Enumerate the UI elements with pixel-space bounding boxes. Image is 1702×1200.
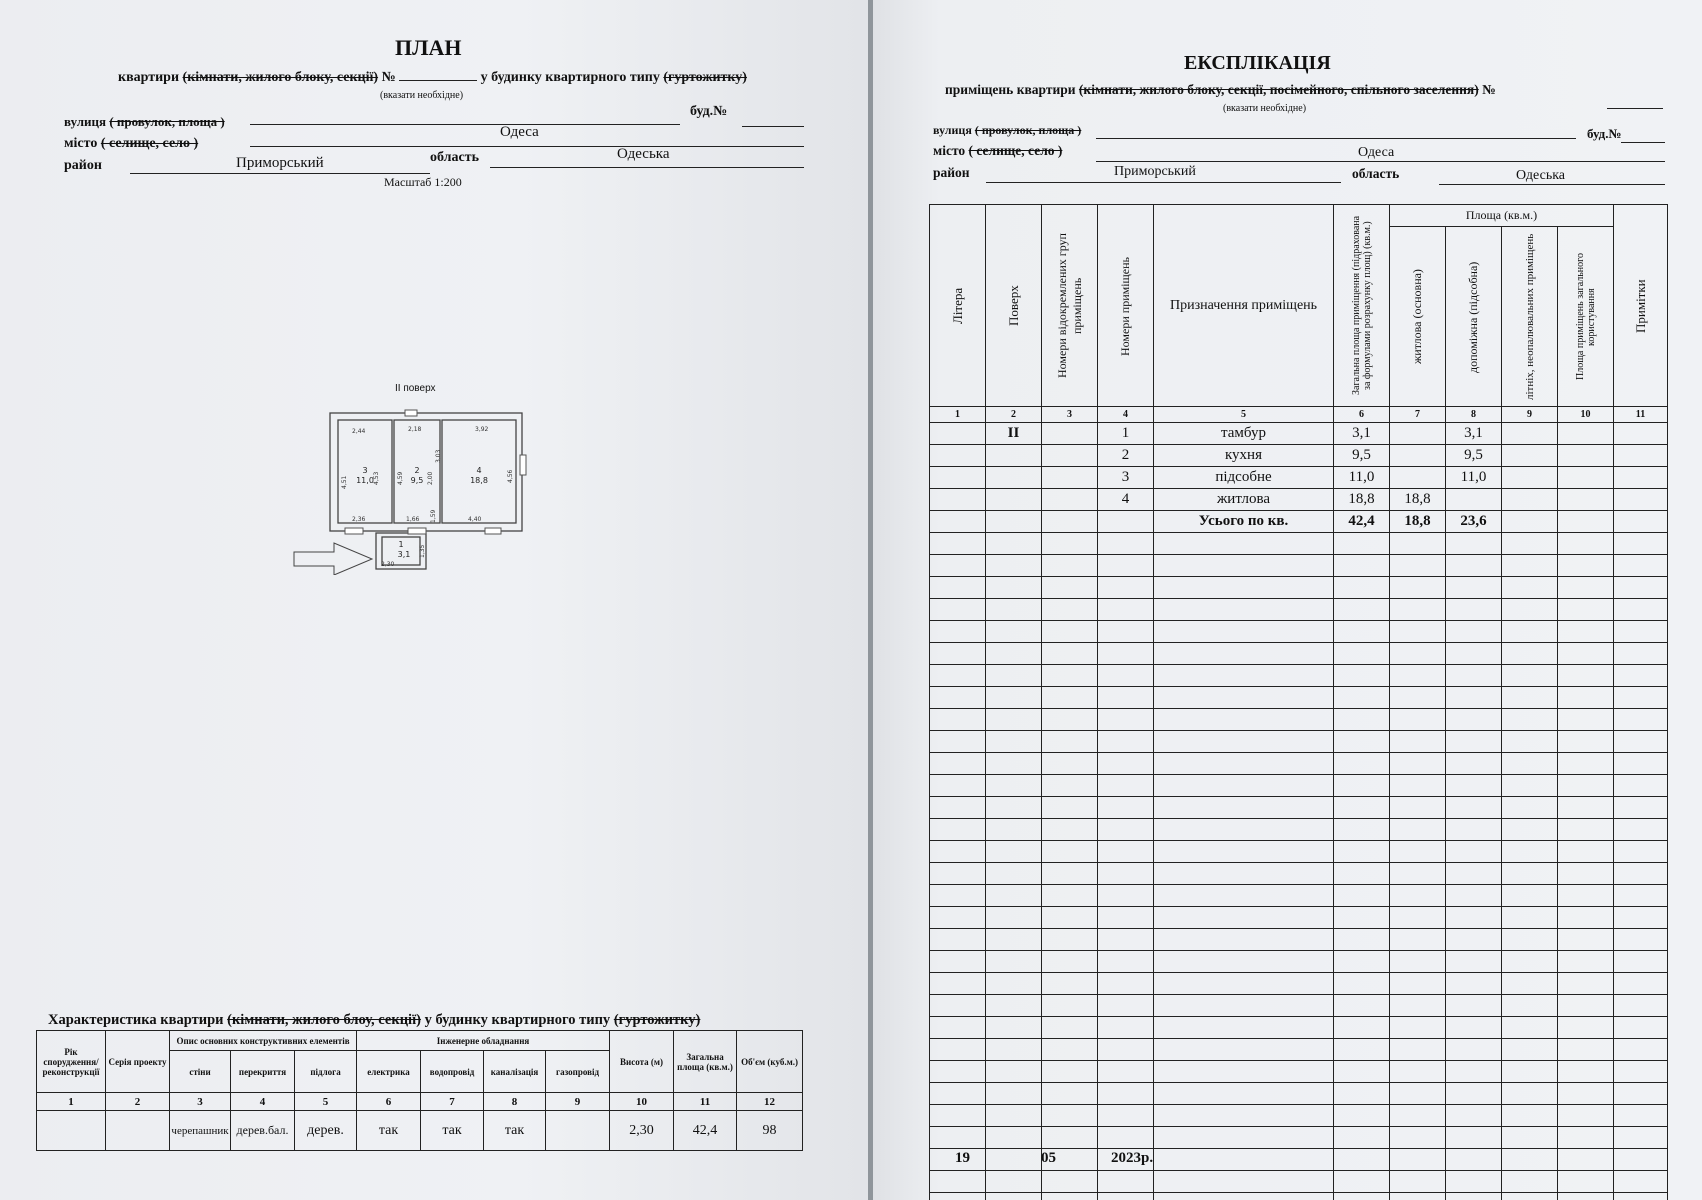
plan-region-label: область bbox=[430, 150, 479, 165]
table-row: ІІ 1 тамбур 3,1 3,1 bbox=[930, 423, 1668, 445]
explication-table bbox=[929, 204, 1668, 1200]
explication-district-label: район bbox=[933, 165, 970, 180]
header-area-group: Площа (кв.м.) bbox=[1390, 205, 1614, 227]
plan-city-label: місто ( селище, село ) bbox=[64, 136, 199, 151]
dim-label: 4,59 bbox=[397, 471, 404, 485]
table-row: 4 житлова 18,8 18,8 bbox=[930, 489, 1668, 511]
empty-table-row bbox=[930, 1105, 1668, 1127]
date-month: 05 bbox=[1041, 1150, 1056, 1166]
empty-table-row bbox=[930, 1127, 1668, 1149]
explication-house-line bbox=[1621, 142, 1665, 143]
empty-table-row bbox=[930, 885, 1668, 907]
explication-number-line bbox=[1607, 108, 1663, 109]
characteristics-number-row: 1 2 3 4 5 6 7 8 9 10 11 12 bbox=[37, 1093, 803, 1111]
header-walls: стіни bbox=[170, 1051, 231, 1093]
header-gas: газопровід bbox=[546, 1051, 610, 1093]
plan-hint: (вказати необхідне) bbox=[380, 90, 464, 101]
room-number: 3 bbox=[362, 466, 368, 475]
dim-label: 2,36 bbox=[352, 516, 366, 523]
header-litera: Літера bbox=[930, 205, 986, 407]
header-notes: Примітки bbox=[1614, 205, 1668, 407]
empty-table-row bbox=[930, 1083, 1668, 1105]
dim-label: 1,35 bbox=[419, 544, 426, 558]
dim-label: 2,00 bbox=[427, 471, 434, 485]
explication-district-line bbox=[986, 182, 1341, 183]
empty-table-row bbox=[930, 599, 1668, 621]
explication-sheet bbox=[873, 0, 1702, 1200]
empty-table-row bbox=[930, 577, 1668, 599]
dim-label: 1,66 bbox=[406, 516, 420, 523]
header-electric: електрика bbox=[357, 1051, 421, 1093]
empty-table-row bbox=[930, 973, 1668, 995]
room-number: 2 bbox=[414, 466, 420, 475]
explication-street-line bbox=[1096, 138, 1576, 139]
empty-table-row bbox=[930, 1061, 1668, 1083]
explication-house-label: буд.№ bbox=[1587, 126, 1622, 141]
dim-label: 1,59 bbox=[430, 509, 437, 523]
header-volume: Об'єм (куб.м.) bbox=[737, 1031, 803, 1093]
plan-street-label: вулиця ( провулок, площа ) bbox=[64, 114, 225, 129]
explication-region-line bbox=[1439, 184, 1665, 185]
header-summer: літніх, неопалювальних приміщень bbox=[1502, 227, 1558, 407]
empty-table-row bbox=[930, 841, 1668, 863]
header-living: житлова (основна) bbox=[1390, 227, 1446, 407]
header-floors-over: перекриття bbox=[231, 1051, 295, 1093]
empty-table-row bbox=[930, 731, 1668, 753]
plan-region-value: Одеська bbox=[617, 146, 670, 162]
table-row: 2 кухня 9,5 9,5 bbox=[930, 445, 1668, 467]
empty-table-row bbox=[930, 907, 1668, 929]
table-row: 3 підсобне 11,0 11,0 bbox=[930, 467, 1668, 489]
dim-label: 2,30 bbox=[381, 561, 395, 568]
dim-label: 2,18 bbox=[408, 426, 422, 433]
empty-table-row bbox=[930, 643, 1668, 665]
empty-table-row bbox=[930, 775, 1668, 797]
header-floor: підлога bbox=[295, 1051, 357, 1093]
plan-district-label: район bbox=[64, 158, 102, 173]
explication-region-value: Одеська bbox=[1516, 168, 1566, 183]
dim-label: 4,40 bbox=[468, 516, 482, 523]
empty-table-row bbox=[930, 1017, 1668, 1039]
header-purpose: Призначення приміщень bbox=[1154, 205, 1334, 407]
characteristics-value-row: черепашник дерев.бал. дерев. так так так 2,30 42,4 98 bbox=[37, 1111, 803, 1151]
dim-label: 4,53 bbox=[373, 471, 380, 485]
date-line bbox=[935, 1170, 1165, 1171]
room-area: 9,5 bbox=[410, 476, 424, 485]
floor-value: ІІ bbox=[986, 423, 1042, 445]
characteristics-table bbox=[36, 1030, 803, 1151]
empty-table-row bbox=[930, 819, 1668, 841]
explication-street-label: вулиця ( провулок, площа ) bbox=[933, 123, 1082, 137]
plan-house-line bbox=[742, 126, 804, 127]
dim-label: 4,56 bbox=[507, 469, 514, 483]
plan-scale: Масштаб 1:200 bbox=[384, 175, 462, 189]
dim-label: 3,03 bbox=[435, 449, 442, 463]
explication-district-value: Приморський bbox=[1114, 164, 1196, 179]
empty-table-row bbox=[930, 709, 1668, 731]
plan-district-value: Приморський bbox=[236, 155, 324, 171]
header-engineering: Інженерне обладнання bbox=[357, 1031, 610, 1051]
room-area: 18,8 bbox=[470, 476, 488, 485]
floor-plan-drawing bbox=[290, 405, 540, 575]
empty-table-row bbox=[930, 1039, 1668, 1061]
date-year: 2023р. bbox=[1111, 1150, 1154, 1166]
empty-table-row bbox=[930, 929, 1668, 951]
room-area: 11,0 bbox=[356, 476, 374, 485]
header-sewer: каналізація bbox=[484, 1051, 546, 1093]
dim-label: 4,51 bbox=[341, 475, 348, 489]
dim-label: 2,44 bbox=[352, 428, 366, 435]
explication-region-label: область bbox=[1352, 166, 1400, 181]
empty-table-row bbox=[930, 533, 1668, 555]
explication-title: ЕКСПЛІКАЦІЯ bbox=[1184, 52, 1331, 74]
floor-label: ІІ поверх bbox=[395, 383, 436, 394]
empty-table-row bbox=[930, 995, 1668, 1017]
empty-table-row bbox=[930, 621, 1668, 643]
header-year: Рік спорудження/ реконструкції bbox=[37, 1031, 106, 1093]
empty-table-row bbox=[930, 753, 1668, 775]
plan-house-label: буд.№ bbox=[690, 104, 728, 119]
header-groups: Номери відокремлених груп приміщень bbox=[1042, 205, 1098, 407]
header-series: Серія проекту bbox=[106, 1031, 170, 1093]
plan-region-line bbox=[490, 167, 804, 168]
empty-table-row bbox=[930, 797, 1668, 819]
header-total: Загальна площа приміщення (підрахована за формулами розрахунку площ) (кв.м.) bbox=[1334, 205, 1390, 407]
header-common: Площа приміщень загального користування bbox=[1558, 227, 1614, 407]
room-number: 1 bbox=[398, 540, 404, 549]
explication-number-row: 1 2 3 4 5 6 7 8 9 10 11 bbox=[930, 407, 1668, 423]
explication-hint: (вказати необхідне) bbox=[1223, 103, 1307, 114]
explication-city-label: місто ( селище, село ) bbox=[933, 143, 1063, 158]
explication-city-line bbox=[1096, 161, 1665, 162]
plan-header-line: квартири (кімнати, жилого блоку, секції) № у будинку квартирного типу (гуртожитку) bbox=[118, 70, 747, 85]
empty-table-row bbox=[930, 951, 1668, 973]
header-height: Висота (м) bbox=[610, 1031, 674, 1093]
empty-table-row bbox=[930, 1193, 1668, 1200]
empty-table-row bbox=[930, 555, 1668, 577]
plan-street-line bbox=[250, 124, 680, 125]
dim-label: 3,92 bbox=[475, 426, 489, 433]
empty-table-row bbox=[930, 863, 1668, 885]
room-area: 3,1 bbox=[397, 550, 411, 559]
plan-city-line bbox=[250, 146, 804, 147]
plan-district-line bbox=[130, 173, 430, 174]
plan-city-value: Одеса bbox=[500, 124, 539, 140]
room-number: 4 bbox=[476, 466, 482, 475]
explication-header-line: приміщень квартири (кімнати, жилого блоку, секції, посімейного, спільного заселення) № bbox=[945, 82, 1496, 97]
empty-table-row bbox=[930, 665, 1668, 687]
empty-table-row bbox=[930, 687, 1668, 709]
plan-title: ПЛАН bbox=[395, 35, 462, 60]
header-room-no: Номери приміщень bbox=[1098, 205, 1154, 407]
header-total-area: Загальна площа (кв.м.) bbox=[674, 1031, 737, 1093]
header-aux: допоміжна (підсобна) bbox=[1446, 227, 1502, 407]
header-water: водопровід bbox=[421, 1051, 484, 1093]
header-elements: Опис основних конструктивних елементів bbox=[170, 1031, 357, 1051]
header-floor: Поверх bbox=[986, 205, 1042, 407]
empty-table-row bbox=[930, 1171, 1668, 1193]
characteristics-title: Характеристика квартири (кімнати, жилого блоу, секції) у будинку квартирного типу (гуртожитку) bbox=[48, 1012, 701, 1028]
explication-city-value: Одеса bbox=[1358, 145, 1395, 160]
date-day: 19 bbox=[955, 1150, 970, 1166]
total-row: Усього по кв. 42,4 18,8 23,6 bbox=[930, 511, 1668, 533]
